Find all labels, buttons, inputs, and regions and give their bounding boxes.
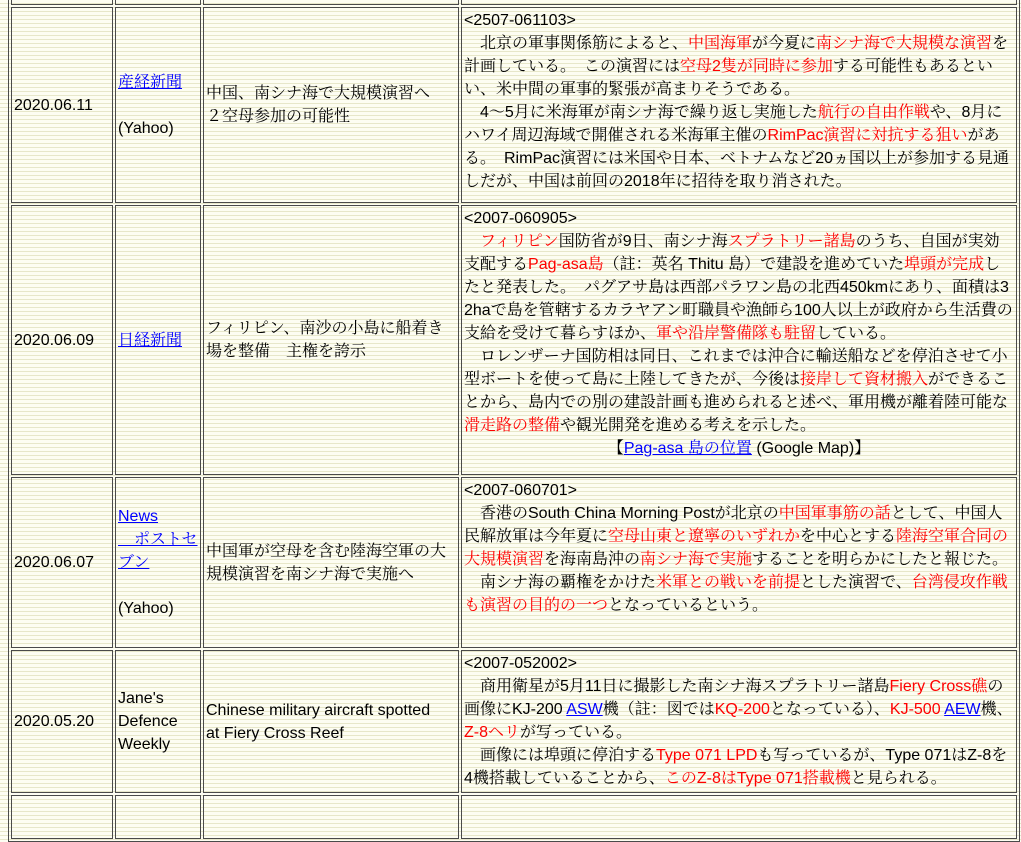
headline-text: Chinese military aircraft spotted at Fiery Cross Reef: [206, 701, 431, 742]
entry-id: <2007-060701>: [464, 482, 577, 499]
empty-cell: [11, 795, 113, 839]
body-text: がある。 RimPac演習には米国や日本、ベトナムなど20ヵ国以上が参加する見通しだが、中国は前回の2018年に招待を取り消された。: [464, 127, 1010, 190]
content-cell: [461, 205, 1017, 475]
highlighted-text: 埠頭が完成: [904, 256, 985, 273]
body-text: となっている）、: [769, 701, 890, 718]
date-text: 2020.05.20: [14, 713, 95, 730]
body-text: ロレンザーナ国防相は同日、これまでは沖合に輸送船などを停泊させて小型ボートを使って島に上陸してきたが、今後は: [464, 348, 1008, 388]
source-spacer: [118, 94, 198, 117]
body-text: 機、: [980, 701, 1013, 718]
content-paragraph: [464, 32, 1014, 101]
highlighted-text: Fiery Cross礁: [889, 678, 988, 695]
entry-id: <2507-061103>: [464, 12, 576, 29]
headline-cell: [203, 205, 459, 475]
content-link[interactable]: AEW: [944, 701, 981, 718]
content-cell: [461, 7, 1017, 203]
date-cell: [11, 205, 113, 475]
highlighted-text: このZ-8はType 071搭載機: [664, 770, 851, 787]
date-cell: [11, 477, 113, 648]
highlighted-text: 台湾侵攻作戦も演習の目的の一つ: [464, 574, 1008, 614]
content-cell: [461, 477, 1017, 648]
body-text: と見られる。: [850, 770, 947, 787]
content-paragraph: [464, 744, 1014, 790]
body-text: も写っているが、Type 071はZ-8を4機搭載していることから、: [464, 747, 1008, 787]
source-spacer: [118, 574, 198, 597]
source-cell: [115, 650, 201, 793]
source-cell: [115, 205, 201, 475]
highlighted-text: フィリピン: [480, 233, 559, 250]
highlighted-text: KJ-500: [889, 701, 945, 718]
headline-cell: [203, 650, 459, 793]
body-text: や、8月にハワイ周辺海域で開催される米海軍主催の: [464, 104, 1003, 144]
highlighted-text: RimPac演習に対抗する狙い: [767, 127, 968, 144]
content-paragraph: [464, 345, 1014, 437]
body-text: ができることから、島内での別の建設計画も進められると述べ、軍用機が離着陸可能な: [464, 371, 1009, 411]
entry-id: <2007-060905>: [464, 210, 577, 227]
content-paragraph: [464, 230, 1014, 345]
table-row-partial-top: [11, 0, 1017, 5]
source-cell: [115, 7, 201, 203]
news-table: [8, 0, 1020, 842]
body-text: のうち、自国が実効支配する: [464, 233, 1000, 273]
source-link[interactable]: 産経新聞: [118, 73, 183, 91]
date-text: 2020.06.09: [14, 331, 95, 349]
content-paragraph: [464, 571, 1014, 617]
body-text: を海南島沖の: [544, 551, 641, 568]
table-row: [11, 650, 1017, 793]
content-paragraph: [464, 675, 1014, 744]
table-row: [11, 7, 1017, 203]
highlighted-text: 中国海軍: [688, 35, 753, 52]
source-text: (Yahoo): [118, 600, 174, 617]
table-row-partial-bottom: [11, 795, 1017, 839]
highlighted-text: 米軍との戦いを前提: [656, 574, 801, 591]
highlighted-text: 空母2隻が同時に参加: [680, 58, 833, 75]
highlighted-text: 中国軍事筋の話: [778, 505, 891, 522]
content-link[interactable]: Pag-asa 島の位置: [623, 440, 752, 457]
body-text: したと発表した。 パグアサ島は西部パラワン島の北西450kmにあり、面積は32haで島を管轄するカラヤアン町職員や漁師ら100人以上が政府から生活費の支給を受けて暮らすほか、: [464, 256, 1013, 342]
content-link[interactable]: ASW: [566, 701, 603, 718]
body-text: 4～5月に米海軍が南シナ海で繰り返し実施した: [464, 104, 818, 121]
source-cell: [115, 477, 201, 648]
body-text: 画像には埠頭に停泊する: [464, 747, 657, 764]
empty-cell: [203, 795, 459, 839]
content-paragraph: [464, 437, 1014, 460]
empty-cell: [461, 795, 1017, 839]
body-text: が写っている。: [520, 724, 633, 741]
highlighted-text: 空母山東と遼寧のいずれか: [608, 528, 801, 545]
headline-text: 中国軍が空母を含む陸海空軍の大 規模演習を南シナ海で実施へ: [206, 542, 447, 583]
body-text: や観光開発を進める考えを示した。: [560, 417, 817, 434]
body-text: （註：英名 Thitu 島）で建設を進めていた: [603, 256, 905, 273]
highlighted-text: 軍や沿岸警備隊も駐留: [656, 325, 817, 342]
highlighted-text: Type 071 LPD: [656, 747, 758, 764]
empty-cell: [115, 0, 201, 5]
body-text: を計画している。 この演習には: [464, 35, 1009, 75]
highlighted-text: 滑走路の整備: [464, 417, 561, 434]
highlighted-text: 接岸して資材搬入: [800, 371, 929, 388]
source-text: (Yahoo): [118, 119, 174, 137]
body-text: する可能性もあるといい、米中間の軍事的緊張が高まりそうである。: [464, 58, 993, 98]
source-link[interactable]: 日経新聞: [118, 331, 183, 349]
highlighted-text: KQ-200: [714, 701, 770, 718]
highlighted-text: Z-8ヘリ: [464, 724, 521, 741]
body-text: (Google Map)】: [751, 440, 871, 457]
table-row: [11, 477, 1017, 648]
body-text: 【: [607, 440, 624, 457]
body-text: として、中国人民解放軍は今年夏に: [464, 505, 1003, 545]
body-text: が今夏に: [752, 35, 817, 52]
headline-cell: [203, 7, 459, 203]
body-text: 商用衛星が5月11日に撮影した南シナ海スプラトリー諸島: [464, 678, 890, 695]
body-text: [464, 233, 480, 250]
news-table-body: [11, 0, 1017, 839]
empty-cell: [115, 795, 201, 839]
body-text: することを明らかにしたと報じた。: [752, 551, 1009, 568]
empty-cell: [11, 0, 113, 5]
content-paragraph: [464, 502, 1014, 571]
empty-cell: [461, 0, 1017, 5]
highlighted-text: 南シナ海で大規模な演習: [816, 35, 993, 52]
date-text: 2020.06.11: [14, 96, 93, 114]
headline-cell: [203, 477, 459, 648]
table-row: [11, 205, 1017, 475]
highlighted-text: スプラトリー諸島: [727, 233, 856, 250]
content-paragraph: [464, 101, 1014, 193]
highlighted-text: 陸海空軍合同の大規模演習: [464, 528, 1009, 568]
body-text: を中心とする: [800, 528, 897, 545]
body-text: とした演習で、: [800, 574, 912, 591]
headline-text: フィリピン、南沙の小島に船着き 場を整備 主権を誇示: [206, 320, 444, 360]
body-text: 国防省が9日、南シナ海: [558, 233, 728, 250]
body-text: 機（註：図では: [602, 701, 715, 718]
empty-cell: [203, 0, 459, 5]
body-text: 北京の軍事関係筋によると、: [464, 35, 689, 52]
body-text: となっているという。: [608, 597, 769, 614]
content-cell: [461, 650, 1017, 793]
highlighted-text: 南シナ海で実施: [640, 551, 753, 568]
highlighted-text: 航行の自由作戦: [817, 104, 930, 121]
source-text: Jane's Defence Weekly: [118, 690, 178, 753]
date-text: 2020.06.07: [14, 554, 95, 571]
body-text: 香港のSouth China Morning Postが北京の: [464, 505, 779, 522]
date-cell: [11, 7, 113, 203]
body-text: の画像にKJ-200: [464, 678, 1004, 718]
entry-id: <2007-052002>: [464, 655, 577, 672]
date-cell: [11, 650, 113, 793]
page-container: [8, 0, 1021, 842]
body-text: 南シナ海の覇権をかけた: [464, 574, 657, 591]
source-link[interactable]: News ポストセ ブン: [118, 508, 198, 571]
headline-text: 中国、南シナ海で大規模演習へ ２空母参加の可能性: [206, 85, 431, 125]
body-text: している。: [816, 325, 897, 342]
highlighted-text: Pag-asa島: [528, 256, 604, 273]
